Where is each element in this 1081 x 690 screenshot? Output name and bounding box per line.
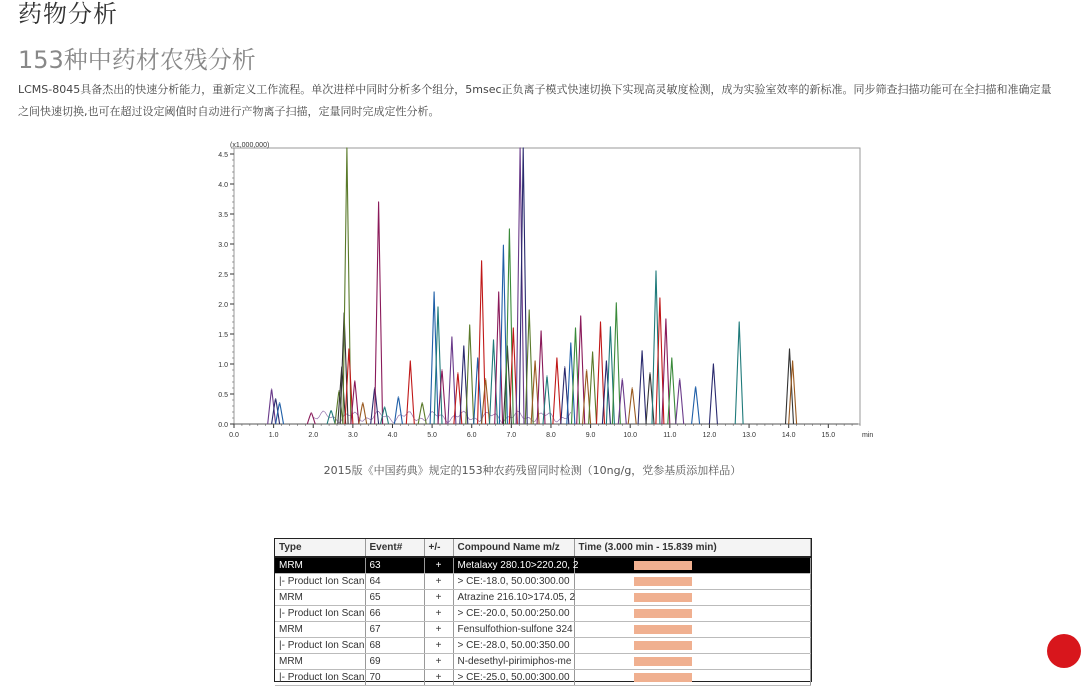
column-header-type: Type [275,539,365,557]
x-axis-label: min [862,432,874,439]
compound-cell: Atrazine 216.10>174.05, 2 [453,590,574,606]
chromatogram-peak [430,292,438,424]
event-cell: 65 [365,590,424,606]
x-tick-label: 15.0 [821,432,836,439]
x-tick-label: 9.0 [585,432,596,439]
column-header-compound: Compound Name m/z [453,539,574,557]
y-tick-label: 4.0 [218,182,228,189]
polarity-cell: + [424,590,453,606]
column-header-event: Event# [365,539,424,557]
x-tick-label: 12.0 [702,432,717,439]
y-tick-label: 3.5 [218,212,228,219]
event-cell: 68 [365,638,424,654]
table-row[interactable] [275,622,811,638]
y-tick-label: 1.0 [218,362,228,369]
time-window-bar [634,673,692,682]
table-row[interactable] [275,670,811,686]
table-row[interactable] [275,654,811,670]
chromatogram-figure [210,140,874,455]
x-tick-label: 14.0 [781,432,796,439]
chromatogram-peak [709,364,717,424]
plot-frame [234,148,860,424]
time-window-bar [634,641,692,650]
compound-cell: Metalaxy 280.10>220.20, 2 [453,557,574,574]
x-tick-label: 7.0 [506,432,517,439]
description-paragraph: LCMS-8045具备杰出的快速分析能力，重新定义工作流程。单次进样中同时分析多个组分，5msec正负离子模式快速切换下实现高灵敏度检测，成为实验室效率的新标准。同步筛查扫描功能可在全扫描和准确定量之间快速切换,也可在超过设定阈值时自动进行产物离子扫描，定量同时完成定性分析。 [18,83,1052,118]
type-cell: |- Product Ion Scan [275,670,365,686]
x-tick-label: 4.0 [387,432,398,439]
time-window-cell [574,622,811,638]
y-tick-label: 3.0 [218,242,228,249]
polarity-cell: + [424,606,453,622]
compound-cell: > CE:-25.0, 50.00:300.00 [453,670,574,686]
x-tick-label: 3.0 [347,432,358,439]
column-header-time: Time (3.000 min - 15.839 min) [574,539,811,557]
chromatogram-peak [692,387,700,424]
y-tick-label: 4.5 [218,152,228,159]
x-tick-label: 13.0 [742,432,756,439]
floating-action-button[interactable] [1047,634,1081,668]
x-tick-label: 6.0 [466,432,477,439]
y-tick-label: 2.0 [218,302,228,309]
event-cell: 70 [365,670,424,686]
x-tick-label: 8.0 [546,432,556,439]
polarity-cell: + [424,670,453,686]
table-row[interactable] [275,574,811,590]
time-window-bar [634,625,692,634]
y-tick-label: 0.5 [218,392,228,399]
page-title: 药物分析 [18,0,118,28]
event-cell: 64 [365,574,424,590]
chart-caption: 2015版《中国药典》规定的153种农药残留同时检测（10ng/g，党参基质添加样品） [323,464,742,477]
time-window-cell [574,557,811,574]
chromatogram-chart [210,140,874,455]
compound-cell: > CE:-28.0, 50.00:350.00 [453,638,574,654]
mrm-event-table [274,538,812,682]
event-cell: 69 [365,654,424,670]
x-tick-label: 1.0 [268,432,279,439]
table-row[interactable] [275,638,811,654]
chromatogram-peak [418,403,426,424]
compound-cell: > CE:-20.0, 50.00:250.00 [453,606,574,622]
polarity-cell: + [424,574,453,590]
event-cell: 67 [365,622,424,638]
time-window-cell [574,590,811,606]
chromatogram-peak [307,413,315,424]
polarity-cell: + [424,638,453,654]
type-cell: MRM [275,590,365,606]
x-tick-label: 10.0 [623,432,638,439]
time-window-bar [634,561,692,570]
type-cell: MRM [275,654,365,670]
table-row[interactable] [275,590,811,606]
polarity-cell: + [424,622,453,638]
time-window-cell [574,574,811,590]
type-cell: MRM [275,622,365,638]
table-row[interactable] [275,557,811,574]
x-tick-label: 2.0 [308,432,319,439]
type-cell: |- Product Ion Scan [275,638,365,654]
time-window-bar [634,609,692,618]
x-tick-label: 11.0 [663,432,677,439]
time-window-cell [574,638,811,654]
chromatogram-peak [638,351,646,424]
compound-cell: N-desethyl-pirimiphos-me [453,654,574,670]
time-window-cell [574,606,811,622]
section-subtitle: 153种中药材农残分析 [18,46,256,74]
x-tick-label: 0.0 [229,432,239,439]
column-header-polarity: +/- [424,539,453,557]
compound-cell: > CE:-18.0, 50.00:300.00 [453,574,574,590]
x-tick-label: 5.0 [427,432,437,439]
y-tick-label: 2.5 [218,272,228,279]
polarity-cell: + [424,654,453,670]
chromatogram-peak [478,261,486,424]
y-tick-label: 0.0 [218,422,228,429]
type-cell: |- Product Ion Scan [275,606,365,622]
polarity-cell: + [424,557,453,574]
event-cell: 63 [365,557,424,574]
chromatogram-peak [375,202,383,424]
chromatogram-peak [628,388,636,424]
time-window-cell [574,670,811,686]
time-window-bar [634,577,692,586]
chromatogram-peak [394,397,402,424]
chromatogram-peak [406,361,414,424]
time-window-bar [634,657,692,666]
time-window-cell [574,654,811,670]
type-cell: MRM [275,557,365,574]
compound-cell: Fensulfothion-sulfone 324 [453,622,574,638]
y-multiplier-label: (x1,000,000) [230,142,270,149]
y-tick-label: 1.5 [218,332,228,339]
chromatogram-peak [735,322,743,424]
chromatogram-peak [676,379,684,424]
time-window-bar [634,593,692,602]
chromatogram-peak [553,358,561,424]
type-cell: |- Product Ion Scan [275,574,365,590]
event-cell: 66 [365,606,424,622]
table-row[interactable] [275,606,811,622]
